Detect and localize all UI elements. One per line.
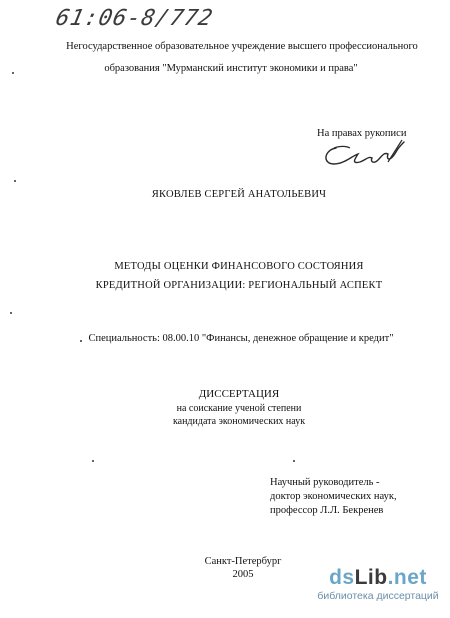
scan-speck — [10, 312, 12, 314]
watermark — [310, 566, 446, 603]
watermark-brand — [310, 566, 446, 590]
title-line-1: МЕТОДЫ ОЦЕНКИ ФИНАНСОВОГО СОСТОЯНИЯ — [114, 261, 364, 272]
supervisor-line-1: Научный руководитель - — [270, 477, 380, 488]
footer-city: Санкт-Петербург — [204, 556, 282, 567]
watermark-brand-text — [329, 566, 427, 589]
work-type-line-2: кандидата экономических наук — [172, 416, 306, 427]
supervisor-line-2: доктор экономических наук, — [270, 491, 397, 502]
work-type-heading: ДИССЕРТАЦИЯ — [198, 388, 280, 400]
scan-speck — [14, 180, 16, 182]
specialty: Специальность: 08.00.10 "Финансы, денежное обращение и кредит" — [88, 333, 394, 344]
scan-speck — [92, 460, 94, 462]
supervisor-line-3: профессор Л.Л. Бекренев — [270, 505, 384, 516]
work-type-line-1: на соискание ученой степени — [176, 403, 302, 414]
watermark-brand-part: ds — [329, 566, 355, 589]
watermark-brand-part: Lib — [354, 566, 388, 589]
scan-speck — [293, 460, 295, 462]
author-name: ЯКОВЛЕВ СЕРГЕЙ АНАТОЛЬЕВИЧ — [151, 189, 327, 200]
institution-line-1: Негосударственное образовательное учреждение высшего профессионального — [66, 41, 418, 52]
signature — [318, 138, 408, 170]
title-line-2: КРЕДИТНОЙ ОРГАНИЗАЦИИ: РЕГИОНАЛЬНЫЙ АСПЕКТ — [95, 280, 383, 291]
archive-code: 61:06-8/772 — [53, 6, 216, 31]
institution-line-2: образования "Мурманский институт экономики и права" — [104, 63, 358, 74]
manuscript-note: На правах рукописи — [317, 128, 407, 139]
watermark-brand-part: .net — [387, 566, 427, 589]
footer-year: 2005 — [232, 569, 254, 580]
watermark-tagline: библиотека диссертаций — [317, 590, 439, 602]
